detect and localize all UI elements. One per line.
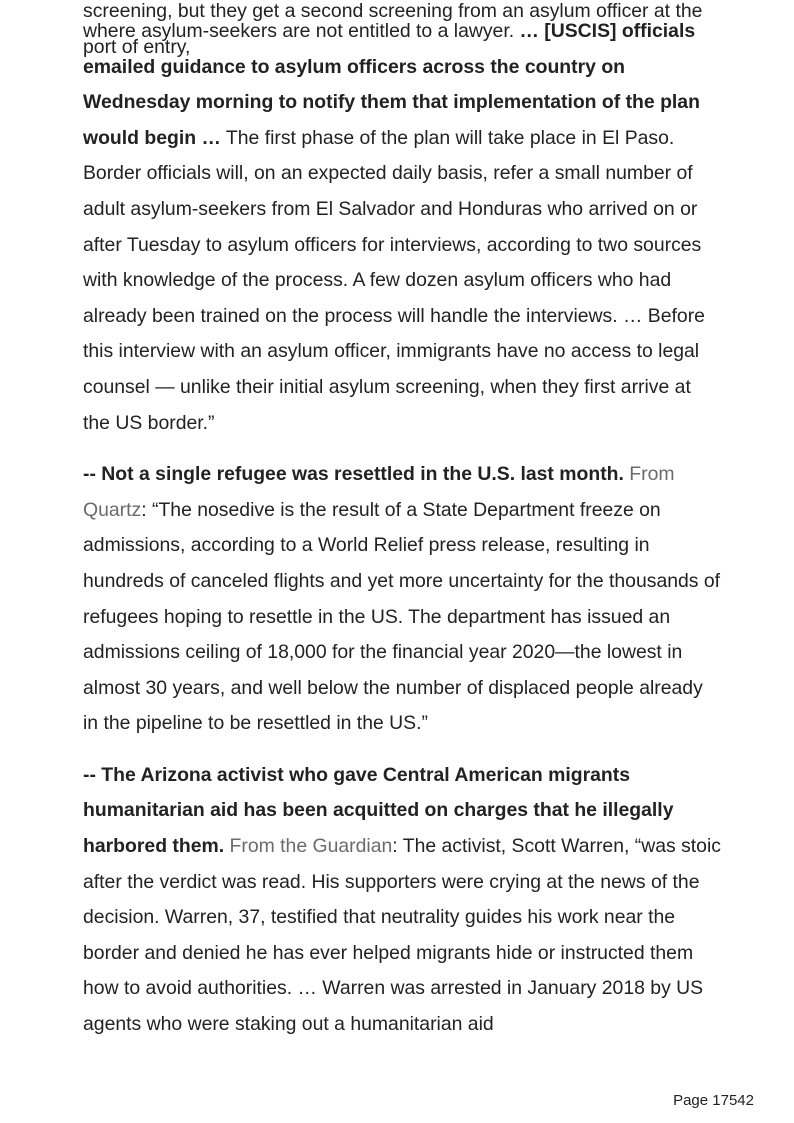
article-body — [83, 0, 723, 1059]
paragraph-3-text: : The activist, Scott Warren, “was stoic after the verdict was read. His supporters were crying at the news of the decision. Warren, 37, testified that neutrality guides his work near the border and denied he has ever helped migrants hide or instructed them how to avoid authorities. … Warren was arrested in January 2018 by US agents who were staking out a humanitarian aid — [83, 835, 721, 1036]
paragraph-refugee-resettlement — [83, 457, 723, 742]
paragraph-arizona-activist — [83, 758, 723, 1043]
paragraph-1-bold: … [USCIS] officials emailed guidance to asylum officers across the country on Wednesday morning to notify them that implementation of the plan would begin … — [83, 20, 700, 149]
paragraph-1-text: The first phase of the plan will take place in El Paso. Border officials will, on an expected daily basis, refer a small number of adult asylum-seekers from El Salvador and Honduras who arrived on or after Tuesday to asylum officers for interviews, according to two sources with knowledge of the process. A few dozen asylum officers who had already been trained on the process will handle the interviews. … Before this interview with an asylum officer, immigrants have no access to legal counsel — unlike their initial asylum screening, when they first arrive at the US border.” — [83, 126, 705, 434]
paragraph-3-headline: -- The Arizona activist who gave Central American migrants humanitarian aid has been acquitted on charges that he illegally harbored them. — [83, 763, 674, 858]
clipped-top-line: screening, but they get a second screening from an asylum officer at the port of entry, — [83, 0, 703, 58]
paragraph-1-lead: where asylum-seekers are not entitled to a lawyer. — [83, 20, 520, 42]
source-link-quartz[interactable]: From Quartz — [83, 463, 675, 521]
paragraph-asylum-interviews — [83, 14, 723, 441]
paragraph-2-text: : “The nosedive is the result of a State Department freeze on admissions, according to a World Relief press release, resulting in hundreds of canceled flights and yet more uncertainty for the thousands of refugees hoping to resettle in the US. The department has issued an admissions ceiling of 18,000 for the financial year 2020—the lowest in almost 30 years, and well below the number of displaced people already in the pipeline to be resettled in the US.” — [83, 498, 721, 735]
source-link-guardian[interactable]: From the Guardian — [229, 835, 393, 858]
page-number: Page 17542 — [673, 1092, 754, 1109]
paragraph-2-headline: -- Not a single refugee was resettled in the U.S. last month. — [83, 463, 624, 486]
